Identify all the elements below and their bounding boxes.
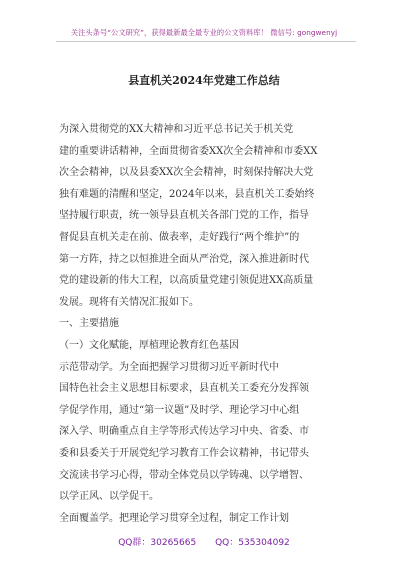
body-line: 以学正风、以学促干。 <box>59 491 159 503</box>
body-line: 国特色社会主义思想目标要求，县直机关工委充分发挥领 <box>59 383 309 395</box>
body-line: 示范带动学。为全面把握学习贯彻习近平新时代中 <box>59 361 279 373</box>
body-line: 发展。现将有关情况汇报如下。 <box>59 296 199 308</box>
body-line: 学促学作用，通过“第一议题”及时学、理论学习中心组 <box>59 404 300 416</box>
body-line: 次全会精神，以及县委XX次全会精神，时刻保持解决大党 <box>59 167 314 179</box>
body-line: 建的重要讲话精神，全面贯彻省委XX次全会精神和市委XX <box>59 145 318 157</box>
qq-number-label: QQ：535304092 <box>215 538 290 548</box>
body-line: 督促县直机关走在前、做表率，走好践行“两个维护”的 <box>59 231 300 243</box>
section-heading: 一、主要措施 <box>59 318 119 330</box>
document-title: 县直机关2024年党建工作总结 <box>128 74 280 87</box>
body-line: 交流读书学习心得，带动全体党员以学铸魂、以学增智、 <box>59 469 309 481</box>
qq-group-label: QQ群：30265665 <box>118 538 197 548</box>
body-line: 坚持履行职责，统一领导县直机关各部门党的工作，指导 <box>59 210 309 222</box>
body-line: 独有难题的清醒和坚定，2024年以来，县直机关工委始终 <box>59 188 315 200</box>
header-banner: 关注头条号“公文研究”，获得最新最全最专业的公文资料库！ 微信号: gongwenyj <box>70 28 338 37</box>
body-line: 全面覆盖学。把理论学习贯穿全过程，制定工作计划 <box>59 512 289 524</box>
header-divider <box>56 41 356 42</box>
subsection-heading: （一）文化赋能，厚植理论教育红色基因 <box>59 339 239 351</box>
body-line: 第一方阵，持之以恒推进全面从严治党，深入推进新时代 <box>59 253 309 265</box>
body-line: 为深入贯彻党的XX大精神和习近平总书记关于机关党 <box>59 124 294 135</box>
body-line: 党的建设新的伟大工程，以高质量党建引领促进XX高质量 <box>59 275 314 287</box>
body-line: 委和县委关于开展党纪学习教育工作会议精神，书记带头 <box>59 447 309 459</box>
document-body <box>59 119 349 529</box>
body-line: 深入学、明确重点自主学等形式传达学习中央、省委、市 <box>59 426 309 438</box>
footer-contact <box>0 535 408 548</box>
